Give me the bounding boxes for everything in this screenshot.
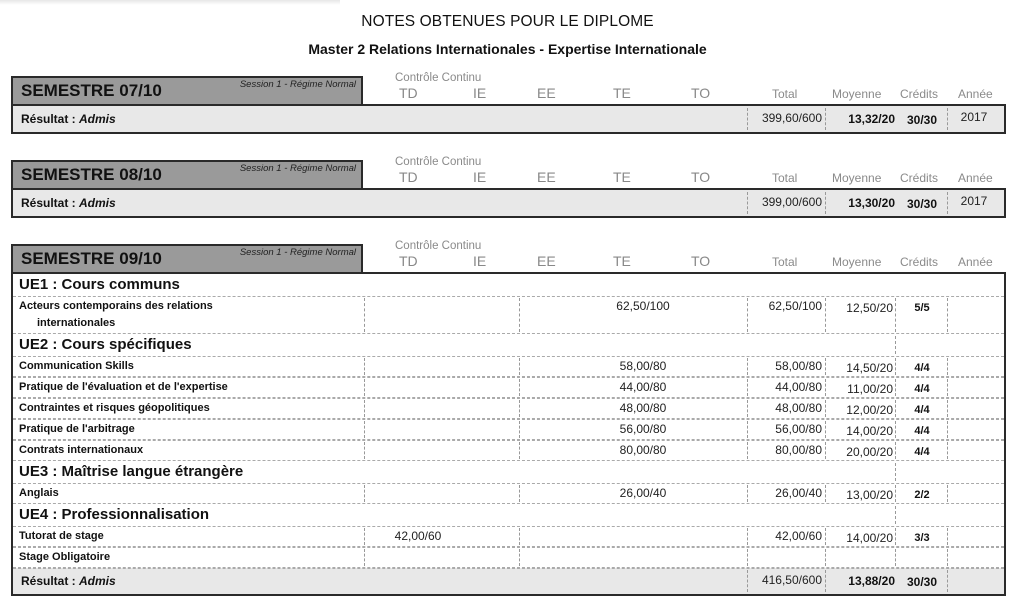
- course-credits: 4/4: [914, 362, 930, 374]
- course-name: Stage Obligatoire: [19, 551, 111, 563]
- column-divider: [825, 528, 826, 545]
- course-average: 14,00/20: [846, 531, 893, 545]
- result-label: [21, 574, 116, 588]
- result-prefix: Résultat :: [21, 196, 80, 210]
- column-divider: [895, 358, 896, 375]
- course-total: 80,00/80: [775, 443, 822, 457]
- column-divider: [747, 421, 748, 438]
- te-grade: 80,00/80: [619, 443, 667, 457]
- column-header-annee: Année: [958, 255, 993, 269]
- column-divider: [947, 400, 948, 417]
- semester-table: [11, 188, 1006, 218]
- column-divider: [825, 192, 826, 214]
- column-header-ie: IE: [473, 253, 487, 269]
- column-divider: [747, 485, 748, 502]
- course-name: Tutorat de stage: [19, 530, 104, 542]
- semester-total: 399,60/600: [761, 111, 822, 125]
- row-divider: [13, 356, 1004, 357]
- ue-title: UE3 : Maîtrise langue étrangère: [19, 463, 244, 480]
- semester-title-box: [11, 76, 363, 105]
- session-label: Session 1 - Régime Normal: [239, 247, 356, 258]
- row-divider: [13, 547, 1004, 548]
- column-divider: [947, 108, 948, 130]
- column-divider: [747, 192, 748, 214]
- course-name: Acteurs contemporains des relations: [19, 300, 213, 312]
- column-header-ee: EE: [537, 85, 556, 101]
- column-divider: [519, 549, 520, 566]
- column-divider: [364, 379, 365, 396]
- column-header-credits: Crédits: [900, 171, 939, 185]
- column-divider: [364, 442, 365, 459]
- column-divider: [825, 442, 826, 459]
- semester-total: 399,00/600: [761, 195, 822, 209]
- course-credits: 3/3: [914, 532, 930, 544]
- course-row: [13, 526, 1004, 547]
- column-divider: [364, 485, 365, 502]
- row-divider: [13, 398, 1004, 399]
- ue-header-row: [13, 461, 1004, 483]
- semester-name: SEMESTRE 08/10: [21, 165, 162, 184]
- column-header-moyenne: Moyenne: [832, 255, 882, 269]
- column-divider: [947, 442, 948, 459]
- semester-name: SEMESTRE 09/10: [21, 249, 162, 268]
- column-divider: [747, 528, 748, 545]
- column-header-ee: EE: [537, 253, 556, 269]
- column-divider: [947, 192, 948, 214]
- course-row: [13, 377, 1004, 398]
- column-divider: [895, 336, 896, 354]
- result-label: [21, 196, 116, 210]
- result-status: Admis: [79, 574, 116, 588]
- column-divider: [747, 108, 748, 130]
- column-divider: [895, 528, 896, 545]
- course-average: 13,00/20: [846, 488, 893, 502]
- row-divider: [13, 483, 1004, 484]
- column-divider: [895, 421, 896, 438]
- te-grade: 62,50/100: [616, 299, 670, 313]
- column-divider: [895, 298, 896, 332]
- column-header-to: TO: [691, 169, 711, 185]
- column-divider: [947, 421, 948, 438]
- column-header-ie: IE: [473, 169, 487, 185]
- course-average: 12,00/20: [846, 403, 893, 417]
- column-divider: [825, 108, 826, 130]
- column-divider: [519, 485, 520, 502]
- column-header-moyenne: Moyenne: [832, 171, 882, 185]
- semester-credits: 30/30: [906, 113, 938, 127]
- course-total: 48,00/80: [775, 401, 822, 415]
- course-row: [13, 419, 1004, 440]
- course-credits: 5/5: [914, 302, 930, 314]
- column-header-ie: IE: [473, 85, 487, 101]
- column-divider: [947, 570, 948, 592]
- row-divider: [13, 296, 1004, 297]
- semester-block: [11, 156, 1006, 218]
- column-divider: [895, 506, 896, 524]
- row-divider: [13, 526, 1004, 527]
- course-total: 62,50/100: [768, 299, 822, 313]
- column-divider: [519, 298, 520, 332]
- column-divider: [747, 400, 748, 417]
- semester-year: 2017: [960, 110, 988, 124]
- course-row: [13, 547, 1004, 568]
- column-divider: [825, 421, 826, 438]
- course-row: [13, 398, 1004, 419]
- document-subtitle: Master 2 Relations Internationales - Expertise Internationale: [308, 41, 707, 57]
- ue-header-row: [13, 274, 1004, 296]
- column-header-td: TD: [399, 169, 418, 185]
- column-divider: [947, 549, 948, 566]
- column-header-te: TE: [613, 85, 631, 101]
- column-divider: [519, 528, 520, 545]
- column-divider: [895, 463, 896, 481]
- result-row: [13, 106, 1004, 132]
- course-name: Contrats internationaux: [19, 444, 144, 456]
- column-header-total: Total: [772, 171, 798, 185]
- course-total: 58,00/80: [775, 359, 822, 373]
- course-credits: 4/4: [914, 425, 930, 437]
- te-grade: 58,00/80: [619, 359, 667, 373]
- column-divider: [747, 379, 748, 396]
- controle-continu-label: Contrôle Continu: [395, 72, 482, 84]
- course-name: Contraintes et risques géopolitiques: [19, 402, 210, 414]
- course-average: 14,00/20: [846, 424, 893, 438]
- course-credits: 4/4: [914, 404, 930, 416]
- course-name-continued: internationales: [37, 317, 116, 329]
- semester-header: [11, 72, 1006, 104]
- semester-table: [11, 104, 1006, 134]
- column-divider: [825, 400, 826, 417]
- ue-header-row: [13, 334, 1004, 356]
- column-divider: [825, 570, 826, 592]
- semester-title-box: [11, 160, 363, 189]
- column-divider: [895, 400, 896, 417]
- semester-title-box: [11, 244, 363, 273]
- column-divider: [364, 421, 365, 438]
- column-divider: [895, 485, 896, 502]
- result-row: [13, 568, 1004, 594]
- column-divider: [519, 442, 520, 459]
- semester-credits: 30/30: [906, 575, 938, 589]
- te-grade: 26,00/40: [619, 486, 667, 500]
- course-name: Pratique de l'arbitrage: [19, 423, 135, 435]
- ue-title: UE1 : Cours communs: [19, 276, 180, 293]
- controle-continu-label: Contrôle Continu: [395, 240, 482, 252]
- course-credits: 4/4: [914, 383, 930, 395]
- result-status: Admis: [79, 112, 116, 126]
- course-total: 26,00/40: [775, 486, 822, 500]
- column-divider: [519, 400, 520, 417]
- column-header-total: Total: [772, 87, 798, 101]
- semester-average: 13,30/20: [848, 196, 895, 210]
- column-divider: [364, 528, 365, 545]
- result-status: Admis: [79, 196, 116, 210]
- column-divider: [519, 358, 520, 375]
- row-divider: [13, 377, 1004, 378]
- column-divider: [747, 549, 748, 566]
- column-divider: [825, 358, 826, 375]
- column-divider: [364, 549, 365, 566]
- column-divider: [825, 379, 826, 396]
- column-divider: [519, 421, 520, 438]
- te-grade: 56,00/80: [619, 422, 667, 436]
- column-divider: [947, 379, 948, 396]
- column-divider: [747, 298, 748, 332]
- course-average: 20,00/20: [846, 445, 893, 459]
- semester-header: [11, 156, 1006, 188]
- course-average: 14,50/20: [846, 361, 893, 375]
- column-divider: [747, 358, 748, 375]
- semester-total: 416,50/600: [761, 573, 822, 587]
- te-grade: 44,00/80: [619, 380, 667, 394]
- ue-header-row: [13, 504, 1004, 526]
- column-divider: [947, 485, 948, 502]
- course-row: [13, 356, 1004, 377]
- column-header-te: TE: [613, 169, 631, 185]
- column-divider: [825, 298, 826, 332]
- ue-title: UE2 : Cours spécifiques: [19, 336, 192, 353]
- column-divider: [947, 358, 948, 375]
- column-header-annee: Année: [958, 87, 993, 101]
- course-total: 56,00/80: [775, 422, 822, 436]
- session-label: Session 1 - Régime Normal: [239, 163, 356, 174]
- column-divider: [825, 549, 826, 566]
- semester-average: 13,88/20: [848, 574, 895, 588]
- column-header-td: TD: [399, 85, 418, 101]
- course-credits: 2/2: [914, 489, 930, 501]
- column-header-annee: Année: [958, 171, 993, 185]
- semester-block: [11, 240, 1006, 596]
- result-label: [21, 112, 116, 126]
- course-row: [13, 483, 1004, 504]
- course-name: Anglais: [19, 487, 59, 499]
- column-header-credits: Crédits: [900, 255, 939, 269]
- column-divider: [895, 549, 896, 566]
- semester-credits: 30/30: [906, 197, 938, 211]
- result-prefix: Résultat :: [21, 112, 80, 126]
- cropped-header-text: [0, 0, 340, 5]
- column-header-to: TO: [691, 85, 711, 101]
- column-divider: [364, 400, 365, 417]
- ue-title: UE4 : Professionnalisation: [19, 506, 210, 523]
- row-divider: [13, 568, 1004, 569]
- column-header-credits: Crédits: [900, 87, 939, 101]
- semester-name: SEMESTRE 07/10: [21, 81, 162, 100]
- column-divider: [895, 442, 896, 459]
- course-name: Pratique de l'évaluation et de l'expertise: [19, 381, 228, 393]
- controle-continu-label: Contrôle Continu: [395, 156, 482, 168]
- course-average: 12,50/20: [846, 301, 893, 315]
- course-total: 42,00/60: [775, 529, 822, 543]
- te-grade: 48,00/80: [619, 401, 667, 415]
- course-row: [13, 440, 1004, 461]
- course-name: Communication Skills: [19, 360, 134, 372]
- column-divider: [519, 379, 520, 396]
- session-label: Session 1 - Régime Normal: [239, 79, 356, 90]
- column-header-total: Total: [772, 255, 798, 269]
- semester-table: [11, 272, 1006, 596]
- column-divider: [895, 379, 896, 396]
- row-divider: [13, 440, 1004, 441]
- column-divider: [825, 485, 826, 502]
- column-header-ee: EE: [537, 169, 556, 185]
- semester-year: 2017: [960, 194, 988, 208]
- td-grade: 42,00/60: [394, 529, 442, 543]
- column-header-td: TD: [399, 253, 418, 269]
- semester-average: 13,32/20: [848, 112, 895, 126]
- column-divider: [747, 570, 748, 592]
- document-title: NOTES OBTENUES POUR LE DIPLOME: [361, 13, 654, 30]
- semester-header: [11, 240, 1006, 272]
- column-divider: [947, 528, 948, 545]
- course-total: 44,00/80: [775, 380, 822, 394]
- semester-block: [11, 72, 1006, 134]
- column-divider: [364, 358, 365, 375]
- result-row: [13, 190, 1004, 216]
- column-header-moyenne: Moyenne: [832, 87, 882, 101]
- course-credits: 4/4: [914, 446, 930, 458]
- row-divider: [13, 419, 1004, 420]
- column-header-to: TO: [691, 253, 711, 269]
- column-divider: [947, 298, 948, 332]
- column-divider: [747, 442, 748, 459]
- column-header-te: TE: [613, 253, 631, 269]
- course-average: 11,00/20: [847, 382, 893, 396]
- column-divider: [364, 298, 365, 332]
- course-row: [13, 296, 1004, 334]
- result-prefix: Résultat :: [21, 574, 80, 588]
